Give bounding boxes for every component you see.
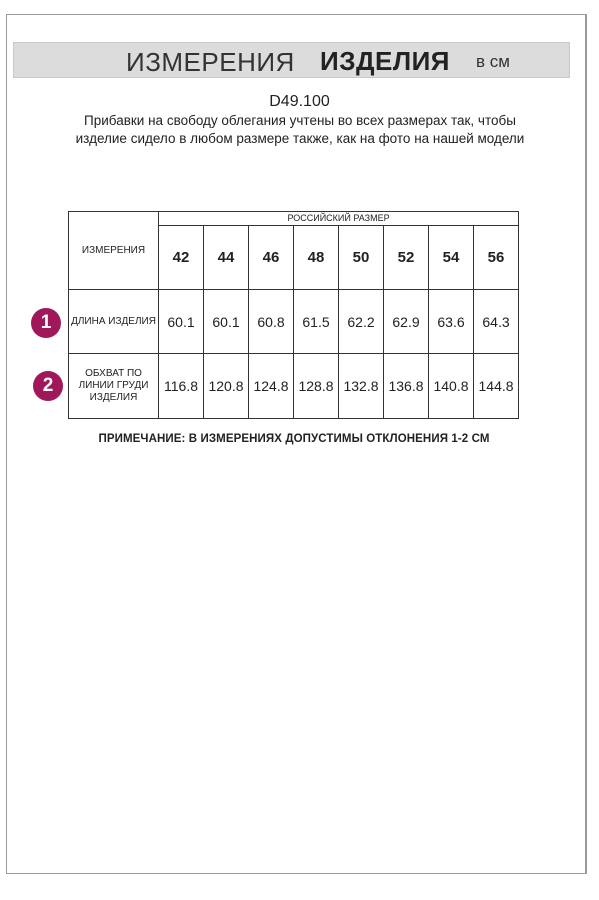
table-cell: 124.8 <box>249 354 294 419</box>
article-number: D49.100 <box>269 93 330 110</box>
table-row <box>69 354 519 419</box>
table-cell: 140.8 <box>429 354 474 419</box>
size-header: 42 <box>159 226 204 290</box>
size-header: 44 <box>204 226 249 290</box>
tolerance-note: ПРИМЕЧАНИЕ: В ИЗМЕРЕНИЯХ ДОПУСТИМЫ ОТКЛОНЕНИЯ 1-2 СМ <box>98 433 490 445</box>
size-header: 52 <box>384 226 429 290</box>
fit-description: Прибавки на свободу облегания учтены во всех размерах так, чтобы изделие сидело в любом размере также, как на фото на нашей модели <box>75 113 525 146</box>
size-table <box>68 211 519 419</box>
table-row <box>69 290 519 354</box>
table-cell: 120.8 <box>204 354 249 419</box>
header-unit: в см <box>476 52 510 71</box>
table-cell: 60.1 <box>159 290 204 354</box>
table-cell: 64.3 <box>474 290 519 354</box>
measure-header: ИЗМЕРЕНИЯ <box>69 212 159 290</box>
table-cell: 128.8 <box>294 354 339 419</box>
header-bar <box>13 42 570 78</box>
table-cell: 63.6 <box>429 290 474 354</box>
table-cell: 116.8 <box>159 354 204 419</box>
row-number-badge-2: 2 <box>33 371 63 401</box>
header-title-bold: ИЗДЕЛИЯ <box>320 46 450 76</box>
table-cell: 136.8 <box>384 354 429 419</box>
row-label-length: ДЛИНА ИЗДЕЛИЯ <box>69 290 159 354</box>
table-cell: 62.2 <box>339 290 384 354</box>
size-header: 48 <box>294 226 339 290</box>
row-number-badge-1: 1 <box>31 308 61 338</box>
header-title-regular: ИЗМЕРЕНИЯ <box>126 47 295 77</box>
table-cell: 144.8 <box>474 354 519 419</box>
table-cell: 61.5 <box>294 290 339 354</box>
row-label-chest: ОБХВАТ ПО ЛИНИИ ГРУДИ ИЗДЕЛИЯ <box>69 354 159 419</box>
table-cell: 62.9 <box>384 290 429 354</box>
size-header: 56 <box>474 226 519 290</box>
size-system-caption: РОССИЙСКИЙ РАЗМЕР <box>159 212 519 226</box>
table-cell: 60.8 <box>249 290 294 354</box>
size-header: 46 <box>249 226 294 290</box>
size-header: 54 <box>429 226 474 290</box>
table-cell: 132.8 <box>339 354 384 419</box>
table-cell: 60.1 <box>204 290 249 354</box>
size-header: 50 <box>339 226 384 290</box>
